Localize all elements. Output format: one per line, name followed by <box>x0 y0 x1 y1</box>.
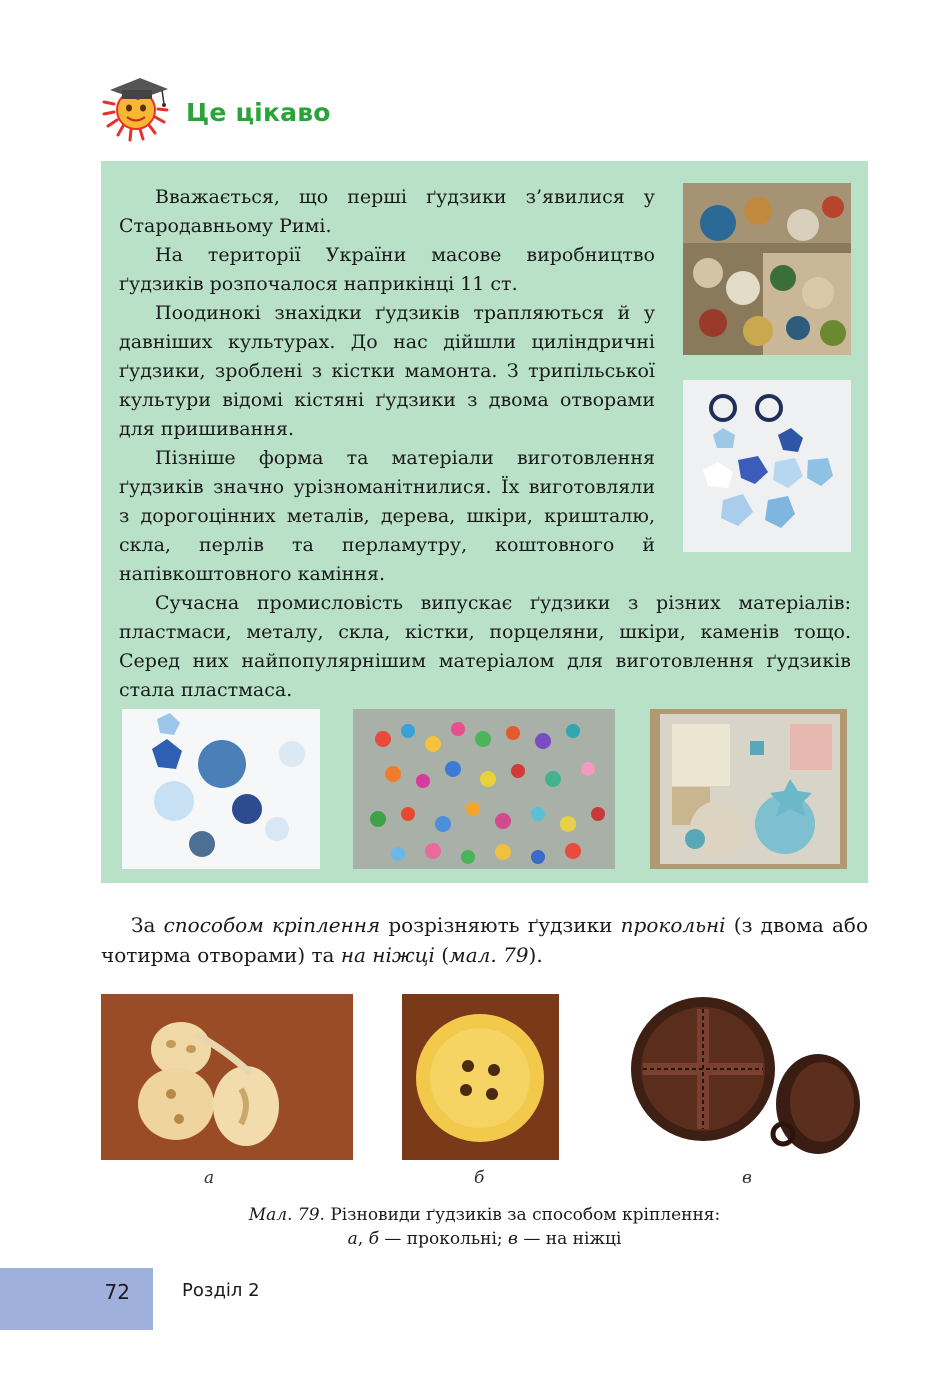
text-run: ). <box>528 943 543 967</box>
page-number: 72 <box>104 1280 130 1304</box>
text-run: За <box>131 913 164 937</box>
caption-text: — на ніжці <box>517 1229 622 1249</box>
vintage-buttons-photo <box>683 183 851 355</box>
figure-79-b-photo <box>402 994 559 1160</box>
emphasis-term: прокольні <box>620 913 726 937</box>
star-buttons-photo <box>683 380 851 552</box>
figure-79-c-photo <box>608 994 868 1160</box>
paragraph-text <box>101 910 868 970</box>
text-run: розрізняють ґудзики <box>380 913 621 937</box>
blue-buttons-photo <box>122 709 320 869</box>
side-photos <box>671 183 851 577</box>
emphasis-term: на ніжці <box>340 943 435 967</box>
info-box <box>101 161 868 883</box>
info-paragraph: Поодинокі знахідки ґудзиків трапляються й у давніших культурах. До нас дійшли циліндричні ґудзики, зроблені з кістки мамонта. З трипільської культури відомі кістяні ґудзики з двома отворами для пришивання. <box>119 302 655 440</box>
info-paragraph: Пізніше форма та матеріали виготовлення ґудзиків значно урізноманітнилися. Їх виготовляли з дорогоцінних металів, дерева, шкіри, кришталю, скла, перлів та перламутру, коштовного й напівкоштовного каміння. <box>119 447 655 585</box>
figure-reference: мал. 79 <box>449 943 529 967</box>
caption-text: Різновиди ґудзиків за способом кріплення: <box>324 1205 721 1225</box>
section-title: Це цікаво <box>186 98 331 127</box>
caption-text: — прокольні; <box>378 1229 509 1249</box>
info-paragraph: Сучасна промисловість випускає ґудзики з різних матеріалів: пластмаси, металу, скла, кістки, порцеляни, шкіри, каменів тощо. Серед них найпопулярнішим матеріалом для виготовлення ґудзиків стала пластмаса. <box>119 592 851 701</box>
colorful-buttons-photo <box>353 709 615 869</box>
section-label: Розділ 2 <box>182 1280 260 1301</box>
page-number-tab <box>0 1268 153 1330</box>
caption-letter: б <box>368 1229 379 1249</box>
figure-label-c: в <box>742 1168 752 1188</box>
caption-reference: Мал. 79. <box>248 1205 325 1225</box>
bottom-photos <box>122 709 847 871</box>
caption-letter: а <box>347 1229 358 1249</box>
caption-line-1 <box>101 1203 868 1227</box>
info-text <box>119 183 851 705</box>
section-header <box>100 72 500 142</box>
caption-letter: в <box>508 1229 518 1249</box>
caption-line-2 <box>101 1227 868 1251</box>
figure-caption <box>101 1203 868 1251</box>
emphasis-term: способом кріплення <box>163 913 381 937</box>
main-paragraph <box>101 910 868 970</box>
figure-label-a: а <box>204 1168 215 1188</box>
text-run: ( <box>434 943 450 967</box>
figure-79-a-photo <box>101 994 353 1160</box>
info-paragraph: На території України масове виробництво ґудзиків розпочалося наприкінці 11 ст. <box>119 244 655 295</box>
graduate-sun-mascot-icon <box>100 72 172 142</box>
figure-label-b: б <box>474 1168 485 1188</box>
ceramic-buttons-photo <box>650 709 847 869</box>
info-paragraph: Вважається, що перші ґудзики з’явилися у Стародавньому Римі. <box>119 186 655 237</box>
text-run: (з двома або чотирма отворами) та <box>101 913 868 967</box>
caption-text: , <box>357 1229 369 1249</box>
